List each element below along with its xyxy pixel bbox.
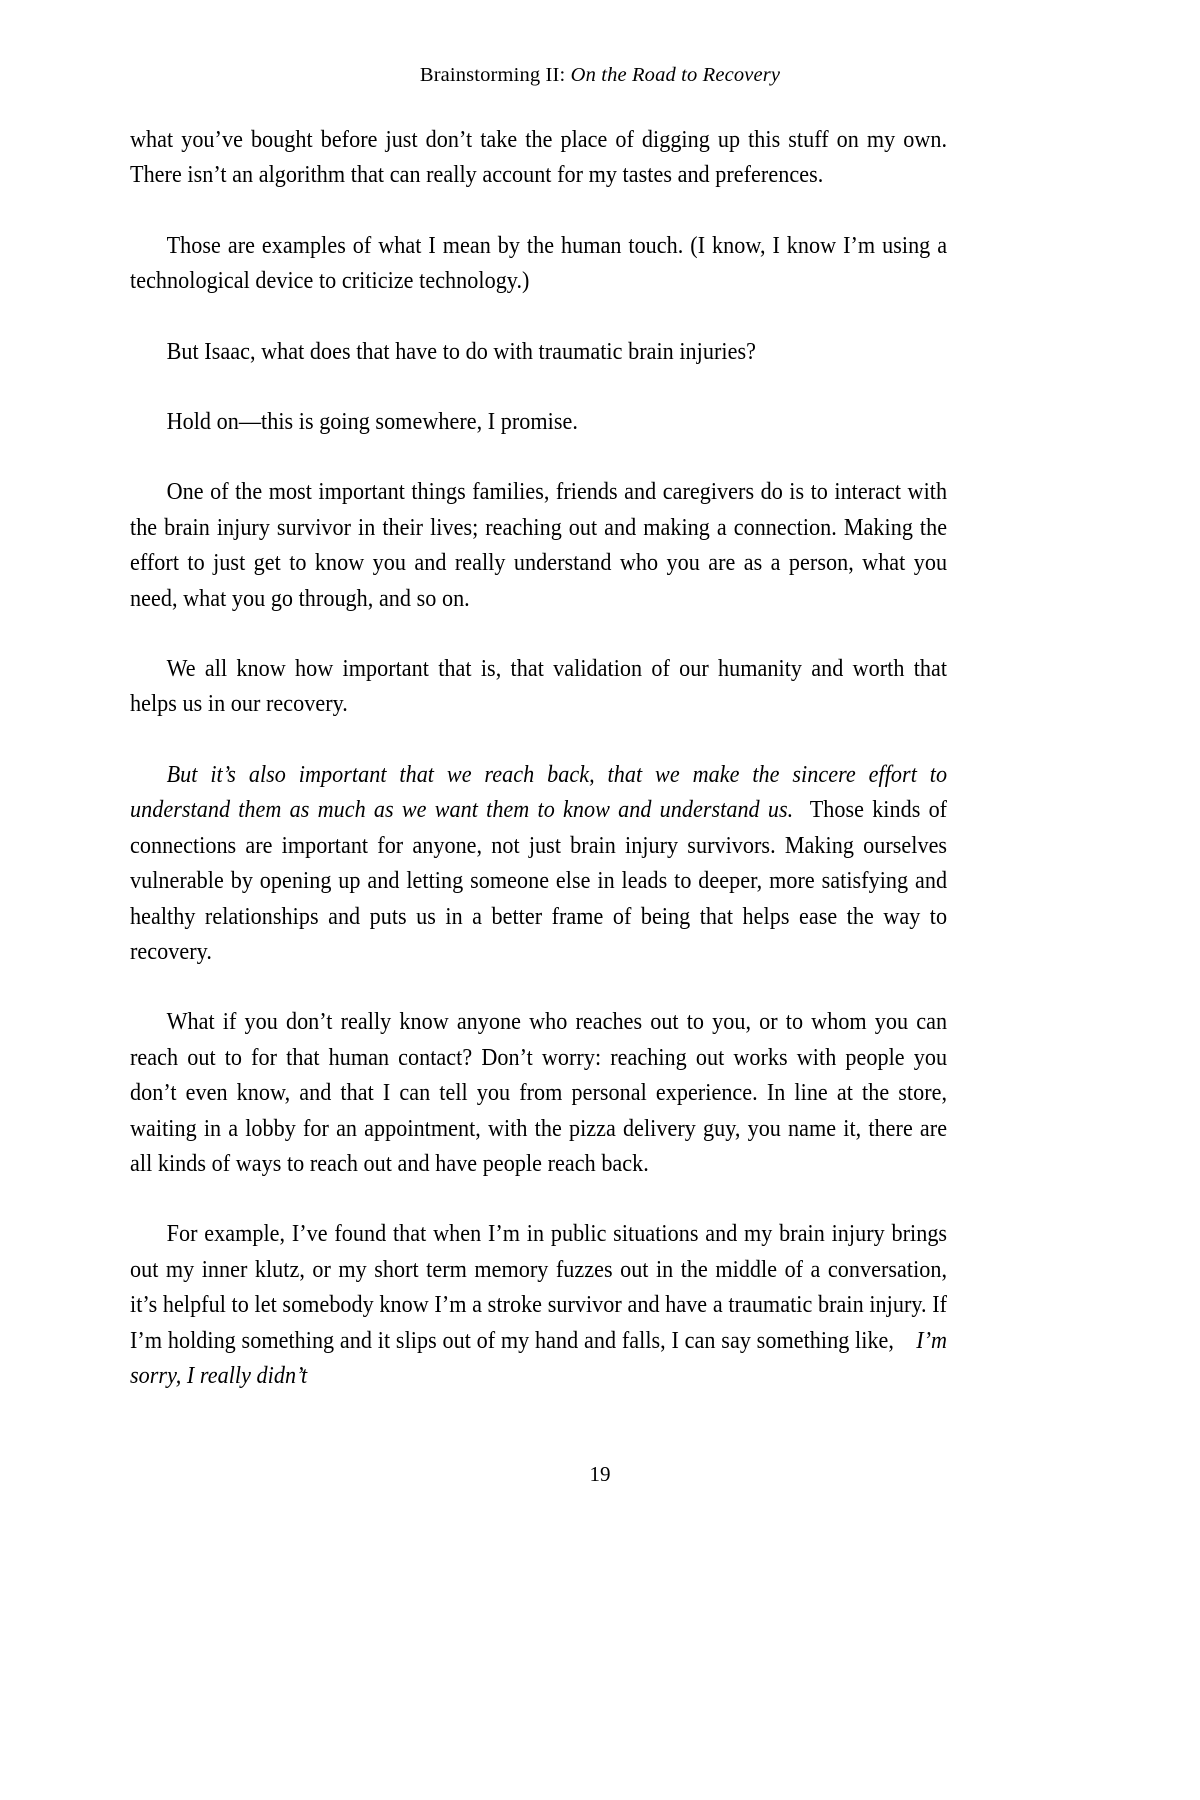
- paragraph-4: [130, 404, 947, 439]
- paragraph-5-text: One of the most important things families, friends and caregivers do is to interact with the brain injury survivor in their lives; reaching out and making a connection. Making the effort to just get to know you and really understand who you are as a person, what you need, what you go through, and so on.: [130, 478, 948, 612]
- paragraph-5: [130, 474, 947, 616]
- page-number: 19: [589, 1462, 611, 1486]
- paragraph-1-text: what you’ve bought before just don’t take the place of digging up this stuff on my own. There isn’t an algorithm that can really account for my tastes and preferences.: [130, 126, 948, 189]
- paragraph-9-text: For example, I’ve found that when I’m in public situations and my brain injury brings out my inner klutz, or my short term memory fuzzes out in the middle of a conversation, it’s helpful to let somebody know I’m a stroke survivor and have a traumatic brain injury. If I’m holding something and it slips out of my hand and falls, I can say something like,: [130, 1220, 948, 1354]
- paragraph-2-text: Those are examples of what I mean by the human touch. (I know, I know I’m using a technological device to criticize technology.): [130, 231, 948, 295]
- paragraph-8-text: What if you don’t really know anyone who reaches out to you, or to whom you can reach out to for that human contact? Don’t worry: reaching out works with people you don’t even know, and that I can tell you from personal experience. In line at the store, waiting in a lobby for an appointment, with the pizza delivery guy, you name it, there are all kinds of ways to reach out and have people reach back.: [130, 1008, 948, 1177]
- paragraph-7: [130, 757, 947, 969]
- paragraph-2: [130, 228, 947, 299]
- running-header: [0, 64, 1200, 87]
- body-text-column: [130, 122, 948, 1393]
- paragraph-1: [130, 122, 947, 193]
- paragraph-4-text: Hold on—this is going somewhere, I promise.: [166, 408, 578, 436]
- paragraph-7-text: Those kinds of connections are important for anyone, not just brain injury survivors. Making ourselves vulnerable by opening up and letting someone else in leads to deeper, more satisfying and healthy relationships and puts us in a better frame of being that helps ease the way to recovery.: [130, 796, 948, 965]
- running-header-chapter: Brainstorming II:: [419, 64, 571, 86]
- paragraph-8: [130, 1004, 947, 1181]
- paragraph-6: [130, 651, 947, 722]
- paragraph-9-quote: I’m sorry, I really didn’t: [130, 1326, 948, 1389]
- paragraph-9: [130, 1216, 947, 1393]
- paragraph-3-text: But Isaac, what does that have to do with traumatic brain injuries?: [166, 337, 756, 365]
- running-header-title: On the Road to Recovery: [570, 64, 781, 86]
- paragraph-6-text: We all know how important that is, that validation of our humanity and worth that helps us in our recovery.: [130, 655, 948, 718]
- paragraph-7-emphasis: But it’s also important that we reach back, that we make the sincere effort to understand them as much as we want them to know and understand us.: [130, 760, 948, 824]
- paragraph-3: [130, 334, 947, 369]
